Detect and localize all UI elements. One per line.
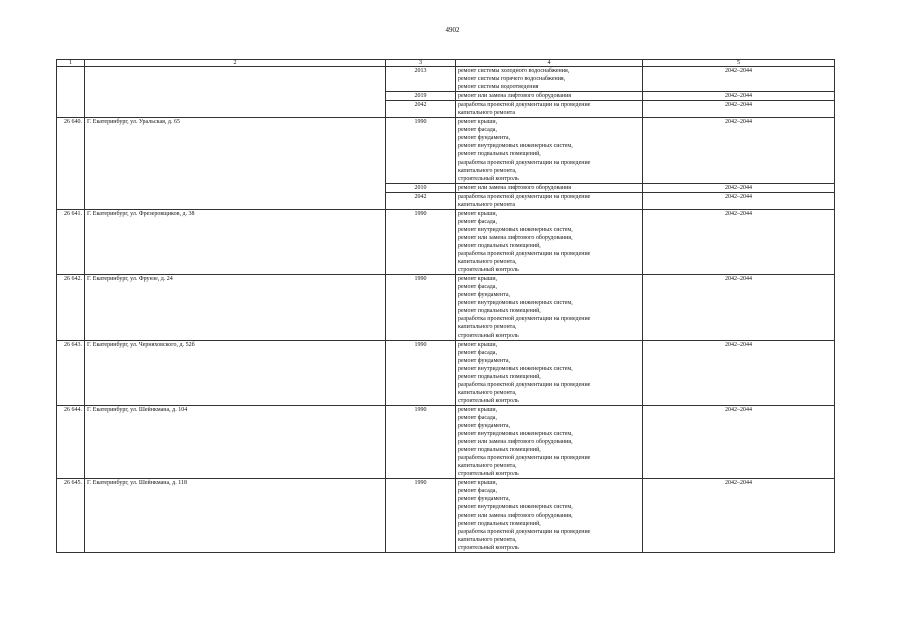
year-cell: 1990 (386, 118, 456, 183)
record-number: 26 642. (57, 275, 85, 340)
column-header-1: 1 (57, 60, 85, 67)
year-cell: 1990 (386, 340, 456, 405)
record-number: 26 643. (57, 340, 85, 405)
work-item: разработка проектной документации на проведение (458, 159, 591, 166)
year-cell: 1990 (386, 275, 456, 340)
work-item: разработка проектной документации на проведение (458, 528, 591, 535)
table-row (57, 209, 835, 274)
work-item: строительный контроль (458, 175, 519, 182)
work-item: ремонт подвальных помещений, (458, 308, 541, 315)
period-cell: 2042–2044 (643, 275, 835, 340)
table-row (57, 405, 835, 478)
table-row (57, 118, 835, 183)
building-address: Г. Екатеринбург, ул. Черняховского, д. 52б (85, 340, 386, 405)
period-cell: 2042–2044 (643, 192, 835, 209)
table-row (57, 275, 835, 340)
period-cell: 2042–2044 (643, 340, 835, 405)
works-cell (456, 275, 643, 340)
work-item: ремонт подвальных помещений, (458, 151, 541, 158)
work-item: ремонт фасада, (458, 488, 497, 495)
table-row (57, 479, 835, 552)
building-address: Г. Екатеринбург, ул. Фрунзе, д. 24 (85, 275, 386, 340)
table-body (57, 60, 835, 553)
works-cell (456, 209, 643, 274)
work-item: ремонт крыши, (458, 210, 498, 217)
work-item: разработка проектной документации на проведение (458, 102, 591, 109)
year-cell: 2010 (386, 183, 456, 192)
work-item: ремонт подвальных помещений, (458, 242, 541, 249)
work-item: ремонт фасада, (458, 127, 497, 134)
table-row (57, 340, 835, 405)
record-number: 26 644. (57, 405, 85, 478)
work-item: ремонт подвальных помещений, (458, 447, 541, 454)
work-item: ремонт крыши, (458, 406, 498, 413)
table-row (57, 67, 835, 92)
page-number: 4902 (445, 26, 460, 34)
work-item: ремонт внутридомовых инженерных систем, (458, 143, 573, 150)
work-item: ремонт внутридомовых инженерных систем, (458, 431, 573, 438)
column-header-3: 3 (386, 60, 456, 67)
year-cell: 1990 (386, 479, 456, 552)
work-item: разработка проектной документации на проведение (458, 381, 591, 388)
work-item: ремонт фасада, (458, 218, 497, 225)
work-item: ремонт фасада, (458, 414, 497, 421)
building-address: Г. Екатеринбург, ул. Уральская, д. 65 (85, 118, 386, 210)
work-item: капитального ремонта, (458, 259, 517, 266)
work-item: ремонт крыши, (458, 480, 498, 487)
work-item: строительный контроль (458, 544, 519, 551)
period-cell: 2042–2044 (643, 209, 835, 274)
year-cell: 2042 (386, 192, 456, 209)
record-number (57, 67, 85, 118)
work-item: разработка проектной документации на проведение (458, 316, 591, 323)
work-item: ремонт внутридомовых инженерных систем, (458, 300, 573, 307)
work-item: разработка проектной документации на проведение (458, 455, 591, 462)
work-item: капитального ремонта, (458, 167, 517, 174)
work-item: ремонт внутридомовых инженерных систем, (458, 504, 573, 511)
work-item: разработка проектной документации на проведение (458, 193, 591, 200)
works-cell (456, 67, 643, 92)
work-item: капитального ремонта (458, 201, 516, 208)
year-cell: 1990 (386, 209, 456, 274)
year-cell: 2013 (386, 67, 456, 92)
work-item: ремонт или замена лифтового оборудования (458, 184, 572, 191)
work-item: ремонт или замена лифтового оборудования, (458, 439, 573, 446)
work-item: ремонт фундамента, (458, 496, 510, 503)
record-number: 26 640. (57, 118, 85, 210)
year-cell: 2042 (386, 101, 456, 118)
work-item: капитального ремонта, (458, 463, 517, 470)
work-item: ремонт фундамента, (458, 135, 510, 142)
work-item: ремонт фундамента, (458, 423, 510, 430)
work-item: ремонт внутридомовых инженерных систем, (458, 226, 573, 233)
work-item: капитального ремонта, (458, 389, 517, 396)
work-item: ремонт внутридомовых инженерных систем, (458, 365, 573, 372)
building-address: Г. Екатеринбург, ул. Фрезеровщиков, д. 38 (85, 209, 386, 274)
record-number: 26 645. (57, 479, 85, 552)
work-item: ремонт фасада, (458, 284, 497, 291)
work-item: ремонт системы горячего водоснабжения, (458, 76, 566, 83)
works-cell (456, 101, 643, 118)
year-cell: 1990 (386, 405, 456, 478)
work-item: разработка проектной документации на проведение (458, 251, 591, 258)
works-cell (456, 192, 643, 209)
record-number: 26 641. (57, 209, 85, 274)
work-item: капитального ремонта, (458, 536, 517, 543)
building-address: Г. Екатеринбург, ул. Шейнкмана, д. 104 (85, 405, 386, 478)
works-cell (456, 92, 643, 101)
works-cell (456, 183, 643, 192)
period-cell: 2042–2044 (643, 101, 835, 118)
period-cell: 2042–2044 (643, 118, 835, 183)
period-cell: 2042–2044 (643, 67, 835, 92)
work-item: строительный контроль (458, 471, 519, 478)
capital-repair-table (56, 59, 835, 553)
work-item: капитального ремонта (458, 110, 516, 117)
work-item: ремонт фундамента, (458, 357, 510, 364)
work-item: ремонт крыши, (458, 341, 498, 348)
column-header-5: 5 (643, 60, 835, 67)
works-cell (456, 118, 643, 183)
period-cell: 2042–2044 (643, 405, 835, 478)
work-item: ремонт фундамента, (458, 292, 510, 299)
work-item: ремонт крыши, (458, 119, 498, 126)
work-item: строительный контроль (458, 332, 519, 339)
year-cell: 2019 (386, 92, 456, 101)
work-item: строительный контроль (458, 397, 519, 404)
building-address: Г. Екатеринбург, ул. Шейнкмана, д. 118 (85, 479, 386, 552)
work-item: ремонт или замена лифтового оборудования, (458, 512, 573, 519)
work-item: ремонт системы водоотведения (458, 84, 539, 91)
work-item: ремонт подвальных помещений, (458, 373, 541, 380)
period-cell: 2042–2044 (643, 479, 835, 552)
period-cell: 2042–2044 (643, 92, 835, 101)
header-row (57, 60, 835, 67)
work-item: строительный контроль (458, 267, 519, 274)
column-header-4: 4 (456, 60, 643, 67)
work-item: ремонт или замена лифтового оборудования, (458, 234, 573, 241)
work-item: капитального ремонта, (458, 324, 517, 331)
work-item: ремонт подвальных помещений, (458, 520, 541, 527)
works-cell (456, 405, 643, 478)
works-cell (456, 340, 643, 405)
work-item: ремонт или замена лифтового оборудования (458, 93, 572, 100)
works-cell (456, 479, 643, 552)
period-cell: 2042–2044 (643, 183, 835, 192)
work-item: ремонт фасада, (458, 349, 497, 356)
work-item: ремонт крыши, (458, 276, 498, 283)
work-item: ремонт системы холодного водоснабжения, (458, 68, 570, 74)
building-address (85, 67, 386, 118)
column-header-2: 2 (85, 60, 386, 67)
